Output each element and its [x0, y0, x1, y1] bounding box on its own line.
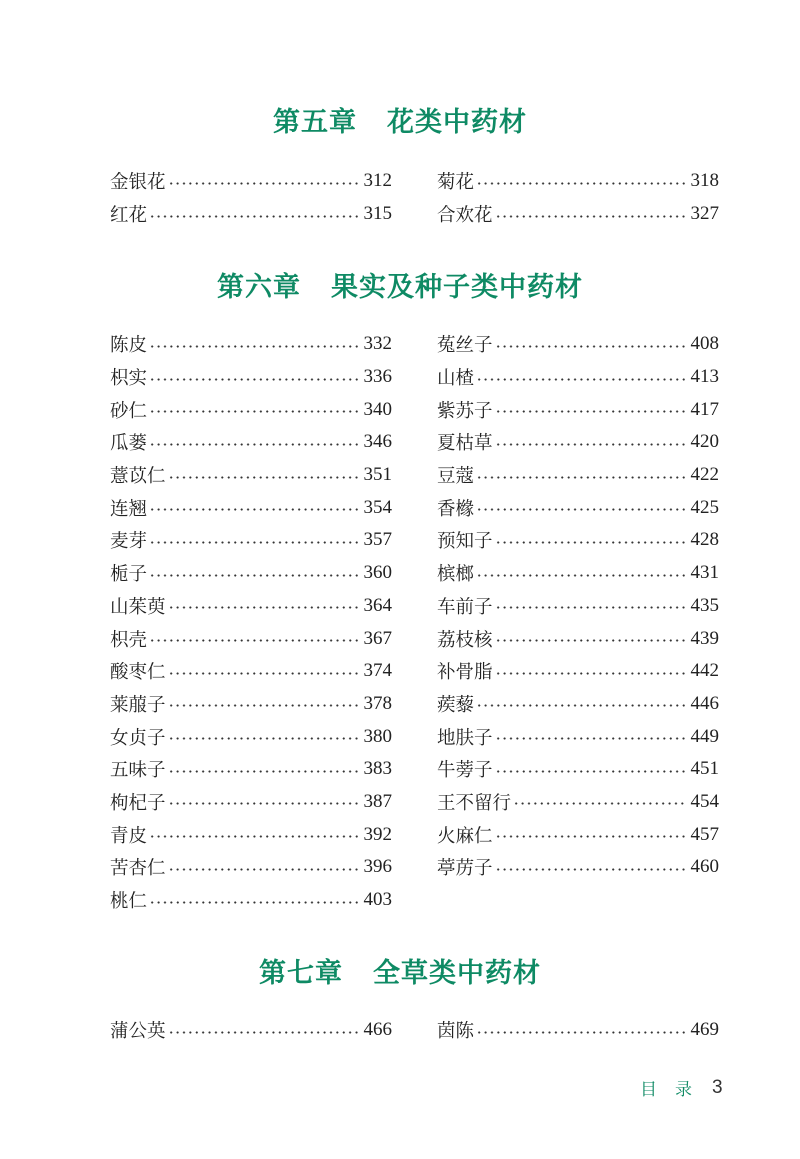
toc-entry[interactable]: [437, 818, 719, 851]
entry-name: 槟榔: [437, 564, 475, 586]
dot-leader: [495, 410, 685, 413]
entry-name: 枳壳: [110, 629, 148, 651]
chapter-number: 第五章: [273, 107, 357, 138]
entry-name: 蒲公英: [110, 1021, 166, 1043]
toc-entry[interactable]: [437, 165, 719, 198]
dot-leader: [149, 378, 357, 381]
entry-name: 栀子: [110, 564, 148, 586]
entry-name: 苦杏仁: [110, 858, 166, 880]
dot-leader: [168, 476, 358, 479]
toc-entry[interactable]: [110, 557, 392, 590]
entry-page: 420: [690, 431, 719, 453]
entry-name: 预知子: [437, 531, 493, 553]
entry-name: 陈皮: [110, 335, 148, 357]
entry-name: 合欢花: [437, 205, 493, 227]
entry-name: 补骨脂: [437, 662, 493, 684]
dot-leader: [495, 541, 685, 544]
dot-leader: [495, 737, 685, 740]
toc-entry[interactable]: [437, 557, 719, 590]
entry-page: 469: [690, 1019, 719, 1041]
dot-leader: [495, 770, 685, 773]
entry-name: 连翘: [110, 498, 148, 520]
entry-name: 菟丝子: [437, 335, 493, 357]
dot-leader: [495, 215, 685, 218]
entry-name: 枸杞子: [110, 792, 166, 814]
entry-page: 403: [363, 889, 392, 911]
entry-name: 砂仁: [110, 400, 148, 422]
toc-entry[interactable]: [437, 491, 719, 524]
toc-entry[interactable]: [437, 688, 719, 721]
dot-leader: [168, 737, 358, 740]
entry-page: 417: [690, 398, 719, 420]
chapter-heading: [0, 951, 800, 990]
entry-name: 荔枝核: [437, 629, 493, 651]
toc-entry[interactable]: [437, 328, 719, 361]
dot-leader: [495, 606, 685, 609]
toc-entry[interactable]: [110, 165, 392, 198]
footer-label: 目录: [640, 1080, 710, 1100]
entry-name: 枳实: [110, 368, 148, 390]
toc-entry[interactable]: [110, 688, 392, 721]
entry-page: 435: [690, 594, 719, 616]
toc-entry[interactable]: [110, 753, 392, 786]
entry-name: 火麻仁: [437, 825, 493, 847]
toc-entry[interactable]: [110, 786, 392, 819]
dot-leader: [168, 704, 358, 707]
dot-leader: [513, 802, 684, 805]
toc-entry[interactable]: [110, 361, 392, 394]
dot-leader: [168, 672, 358, 675]
chapter-title: 花类中药材: [387, 107, 527, 138]
entry-page: 396: [363, 856, 392, 878]
entry-page: 454: [690, 790, 719, 812]
toc-column-right: [437, 1014, 719, 1047]
entry-page: 351: [363, 464, 392, 486]
toc-column-left: [110, 328, 392, 916]
entry-page: 360: [363, 562, 392, 584]
entry-name: 莱菔子: [110, 694, 166, 716]
entry-page: 446: [690, 692, 719, 714]
toc-entry[interactable]: [110, 884, 392, 917]
entry-page: 428: [690, 529, 719, 551]
entry-page: 378: [363, 692, 392, 714]
entry-name: 香橼: [437, 498, 475, 520]
entry-name: 薏苡仁: [110, 466, 166, 488]
entry-page: 425: [690, 496, 719, 518]
entry-name: 山楂: [437, 368, 475, 390]
dot-leader: [168, 802, 358, 805]
dot-leader: [149, 508, 357, 511]
dot-leader: [149, 541, 357, 544]
entry-name: 桃仁: [110, 891, 148, 913]
entry-name: 酸枣仁: [110, 662, 166, 684]
dot-leader: [476, 378, 684, 381]
toc-entry[interactable]: [437, 426, 719, 459]
toc-entry[interactable]: [437, 198, 719, 231]
entry-name: 茵陈: [437, 1021, 475, 1043]
dot-leader: [168, 868, 358, 871]
dot-leader: [495, 639, 685, 642]
entry-name: 王不留行: [437, 792, 512, 814]
toc-entry[interactable]: [110, 426, 392, 459]
entry-page: 374: [363, 660, 392, 682]
toc-entry[interactable]: [437, 786, 719, 819]
entry-page: 392: [363, 823, 392, 845]
toc-entry[interactable]: [110, 198, 392, 231]
dot-leader: [495, 868, 685, 871]
entry-page: 439: [690, 627, 719, 649]
entry-page: 364: [363, 594, 392, 616]
dot-leader: [149, 345, 357, 348]
entry-name: 紫苏子: [437, 400, 493, 422]
entry-page: 327: [690, 203, 719, 225]
entry-name: 菊花: [437, 172, 475, 194]
toc-entry[interactable]: [437, 459, 719, 492]
dot-leader: [476, 508, 684, 511]
entry-page: 336: [363, 366, 392, 388]
dot-leader: [476, 704, 684, 707]
entry-page: 449: [690, 725, 719, 747]
toc-entry[interactable]: [437, 361, 719, 394]
entry-name: 夏枯草: [437, 433, 493, 455]
dot-leader: [168, 1031, 358, 1034]
toc-entry[interactable]: [437, 851, 719, 884]
chapter-title: 全草类中药材: [373, 958, 541, 989]
chapter-number: 第六章: [217, 272, 301, 303]
entry-page: 315: [363, 203, 392, 225]
entry-name: 麦芽: [110, 531, 148, 553]
entry-page: 431: [690, 562, 719, 584]
toc-entry[interactable]: [110, 720, 392, 753]
toc-entry[interactable]: [110, 328, 392, 361]
entry-page: 340: [363, 398, 392, 420]
dot-leader: [476, 1031, 684, 1034]
dot-leader: [476, 574, 684, 577]
dot-leader: [149, 639, 357, 642]
entry-page: 354: [363, 496, 392, 518]
entry-name: 蒺藜: [437, 694, 475, 716]
entry-page: 466: [363, 1019, 392, 1041]
chapter-heading: [0, 265, 800, 304]
entry-name: 金银花: [110, 172, 166, 194]
dot-leader: [476, 182, 684, 185]
toc-entry[interactable]: [437, 720, 719, 753]
entry-page: 460: [690, 856, 719, 878]
toc-entry[interactable]: [437, 753, 719, 786]
toc-column-left: [110, 165, 392, 230]
entry-page: 413: [690, 366, 719, 388]
entry-page: 357: [363, 529, 392, 551]
toc-entry[interactable]: [110, 1014, 392, 1047]
dot-leader: [149, 574, 357, 577]
entry-name: 女贞子: [110, 727, 166, 749]
entry-name: 山茱萸: [110, 596, 166, 618]
toc-entry[interactable]: [437, 655, 719, 688]
dot-leader: [149, 215, 357, 218]
entry-page: 383: [363, 758, 392, 780]
page-number: 3: [712, 1076, 723, 1098]
entry-page: 408: [690, 333, 719, 355]
entry-name: 瓜蒌: [110, 433, 148, 455]
dot-leader: [149, 410, 357, 413]
toc-column-right: [437, 328, 719, 884]
dot-leader: [495, 672, 685, 675]
page-footer: [640, 1075, 723, 1100]
toc-entry[interactable]: [110, 590, 392, 623]
dot-leader: [495, 443, 685, 446]
entry-page: 442: [690, 660, 719, 682]
toc-entry[interactable]: [110, 851, 392, 884]
toc-entry[interactable]: [110, 818, 392, 851]
entry-name: 五味子: [110, 760, 166, 782]
entry-page: 451: [690, 758, 719, 780]
toc-entry[interactable]: [437, 524, 719, 557]
toc-entry[interactable]: [110, 524, 392, 557]
entry-name: 牛蒡子: [437, 760, 493, 782]
entry-page: 346: [363, 431, 392, 453]
entry-name: 青皮: [110, 825, 148, 847]
toc-entry[interactable]: [437, 622, 719, 655]
toc-entry[interactable]: [110, 655, 392, 688]
chapter-heading: [0, 100, 800, 139]
dot-leader: [495, 835, 685, 838]
toc-entry[interactable]: [437, 393, 719, 426]
dot-leader: [149, 443, 357, 446]
toc-column-left: [110, 1014, 392, 1047]
dot-leader: [495, 345, 685, 348]
entry-page: 457: [690, 823, 719, 845]
toc-column-right: [437, 165, 719, 230]
entry-name: 豆蔻: [437, 466, 475, 488]
toc-entry[interactable]: [110, 622, 392, 655]
toc-entry[interactable]: [110, 459, 392, 492]
dot-leader: [168, 606, 358, 609]
dot-leader: [149, 835, 357, 838]
chapter-number: 第七章: [259, 958, 343, 989]
toc-entry[interactable]: [110, 491, 392, 524]
toc-entry[interactable]: [437, 590, 719, 623]
entry-page: 367: [363, 627, 392, 649]
entry-name: 车前子: [437, 596, 493, 618]
entry-name: 葶苈子: [437, 858, 493, 880]
chapter-title: 果实及种子类中药材: [331, 272, 583, 303]
entry-name: 红花: [110, 205, 148, 227]
entry-page: 387: [363, 790, 392, 812]
entry-page: 318: [690, 170, 719, 192]
entry-page: 312: [363, 170, 392, 192]
dot-leader: [168, 182, 358, 185]
entry-name: 地肤子: [437, 727, 493, 749]
dot-leader: [476, 476, 684, 479]
entry-page: 380: [363, 725, 392, 747]
dot-leader: [168, 770, 358, 773]
toc-entry[interactable]: [437, 1014, 719, 1047]
entry-page: 332: [363, 333, 392, 355]
dot-leader: [149, 901, 357, 904]
entry-page: 422: [690, 464, 719, 486]
toc-entry[interactable]: [110, 393, 392, 426]
